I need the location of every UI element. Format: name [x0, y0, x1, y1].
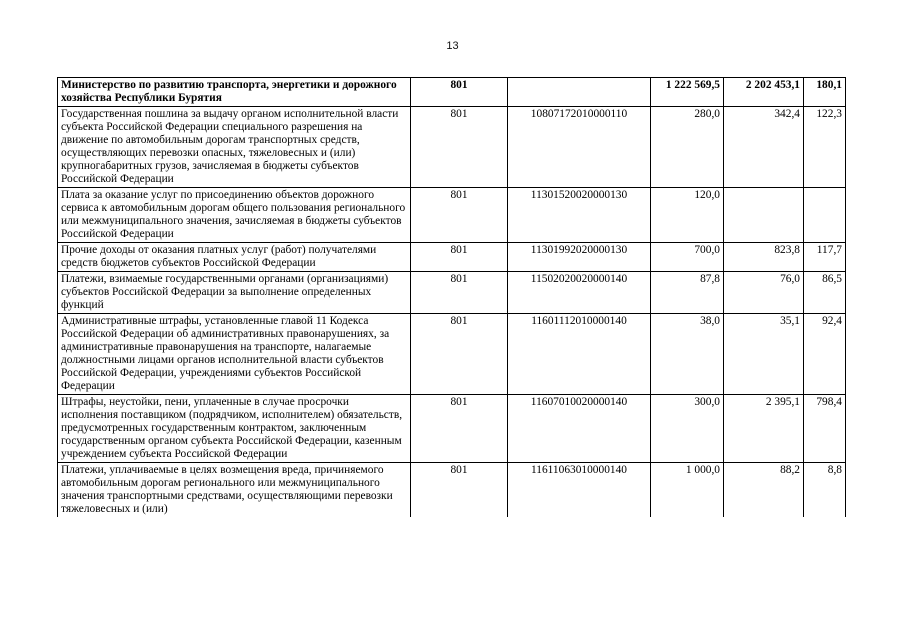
income-name-cell: Административные штрафы, установленные главой 11 Кодекса Российской Федерации об административных правонарушениях, за административные правонарушения на транспорте, налагаемые должностными лицами органов исполнительной власти субъектов Российской Федерации, учреждениями субъектов Российской Федерации	[58, 314, 411, 395]
budget-classification-code-cell: 11611063010000140	[508, 463, 651, 518]
budget-classification-code-cell: 11502020020000140	[508, 272, 651, 314]
income-name-cell: Платежи, взимаемые государственными органами (организациями) субъектов Российской Федерации за выполнение определенных функций	[58, 272, 411, 314]
income-name-cell: Министерство по развитию транспорта, энергетики и дорожного хозяйства Республики Бурятия	[58, 78, 411, 107]
budget-classification-code-cell: 11607010020000140	[508, 395, 651, 463]
income-name-cell: Штрафы, неустойки, пени, уплаченные в случае просрочки исполнения поставщиком (подрядчиком, исполнителем) обязательств, предусмотренных государственным контрактом, заключенным государственным органом субъекта Российской Федерации, казенным учреждением субъекта Российской Федерации	[58, 395, 411, 463]
actual-amount-cell: 2 202 453,1	[724, 78, 804, 107]
execution-percent-cell	[804, 188, 846, 243]
admin-code-cell: 801	[411, 314, 508, 395]
income-name-cell: Прочие доходы от оказания платных услуг (работ) получателями средств бюджетов субъектов Российской Федерации	[58, 243, 411, 272]
table-row	[58, 314, 846, 395]
income-name-cell: Государственная пошлина за выдачу органом исполнительной власти субъекта Российской Федерации специального разрешения на движение по автомобильным дорогам транспортных средств, осуществляющих перевозки опасных, тяжеловесных и (или) крупногабаритных грузов, зачисляемая в бюджеты субъектов Российской Федерации	[58, 107, 411, 188]
admin-code-cell: 801	[411, 272, 508, 314]
actual-amount-cell: 76,0	[724, 272, 804, 314]
budget-classification-code-cell: 11601112010000140	[508, 314, 651, 395]
table-row	[58, 463, 846, 518]
table-row	[58, 243, 846, 272]
table-row	[58, 395, 846, 463]
execution-percent-cell: 180,1	[804, 78, 846, 107]
execution-percent-cell: 8,8	[804, 463, 846, 518]
execution-percent-cell: 92,4	[804, 314, 846, 395]
actual-amount-cell: 2 395,1	[724, 395, 804, 463]
budget-classification-code-cell: 11301520020000130	[508, 188, 651, 243]
admin-code-cell: 801	[411, 243, 508, 272]
table-row	[58, 78, 846, 107]
actual-amount-cell: 342,4	[724, 107, 804, 188]
admin-code-cell: 801	[411, 107, 508, 188]
planned-amount-cell: 280,0	[651, 107, 724, 188]
planned-amount-cell: 300,0	[651, 395, 724, 463]
actual-amount-cell: 35,1	[724, 314, 804, 395]
admin-code-cell: 801	[411, 78, 508, 107]
execution-percent-cell: 798,4	[804, 395, 846, 463]
table-row	[58, 107, 846, 188]
actual-amount-cell	[724, 188, 804, 243]
income-name-cell: Плата за оказание услуг по присоединению объектов дорожного сервиса к автомобильным дорогам общего пользования регионального или межмуниципального значения, зачисляемая в бюджеты субъектов Российской Федерации	[58, 188, 411, 243]
table-row	[58, 272, 846, 314]
page-number: 13	[446, 40, 459, 52]
planned-amount-cell: 700,0	[651, 243, 724, 272]
planned-amount-cell: 38,0	[651, 314, 724, 395]
revenue-table	[57, 77, 846, 517]
planned-amount-cell: 1 222 569,5	[651, 78, 724, 107]
planned-amount-cell: 1 000,0	[651, 463, 724, 518]
execution-percent-cell: 122,3	[804, 107, 846, 188]
actual-amount-cell: 88,2	[724, 463, 804, 518]
admin-code-cell: 801	[411, 395, 508, 463]
budget-classification-code-cell	[508, 78, 651, 107]
income-name-cell: Платежи, уплачиваемые в целях возмещения вреда, причиняемого автомобильным дорогам регионального или межмуниципального значения транспортными средствами, осуществляющими перевозки тяжеловесных и (или)	[58, 463, 411, 518]
admin-code-cell: 801	[411, 188, 508, 243]
admin-code-cell: 801	[411, 463, 508, 518]
budget-classification-code-cell: 11301992020000130	[508, 243, 651, 272]
actual-amount-cell: 823,8	[724, 243, 804, 272]
planned-amount-cell: 120,0	[651, 188, 724, 243]
planned-amount-cell: 87,8	[651, 272, 724, 314]
execution-percent-cell: 117,7	[804, 243, 846, 272]
budget-classification-code-cell: 10807172010000110	[508, 107, 651, 188]
revenue-table-body	[58, 78, 846, 518]
table-row	[58, 188, 846, 243]
execution-percent-cell: 86,5	[804, 272, 846, 314]
